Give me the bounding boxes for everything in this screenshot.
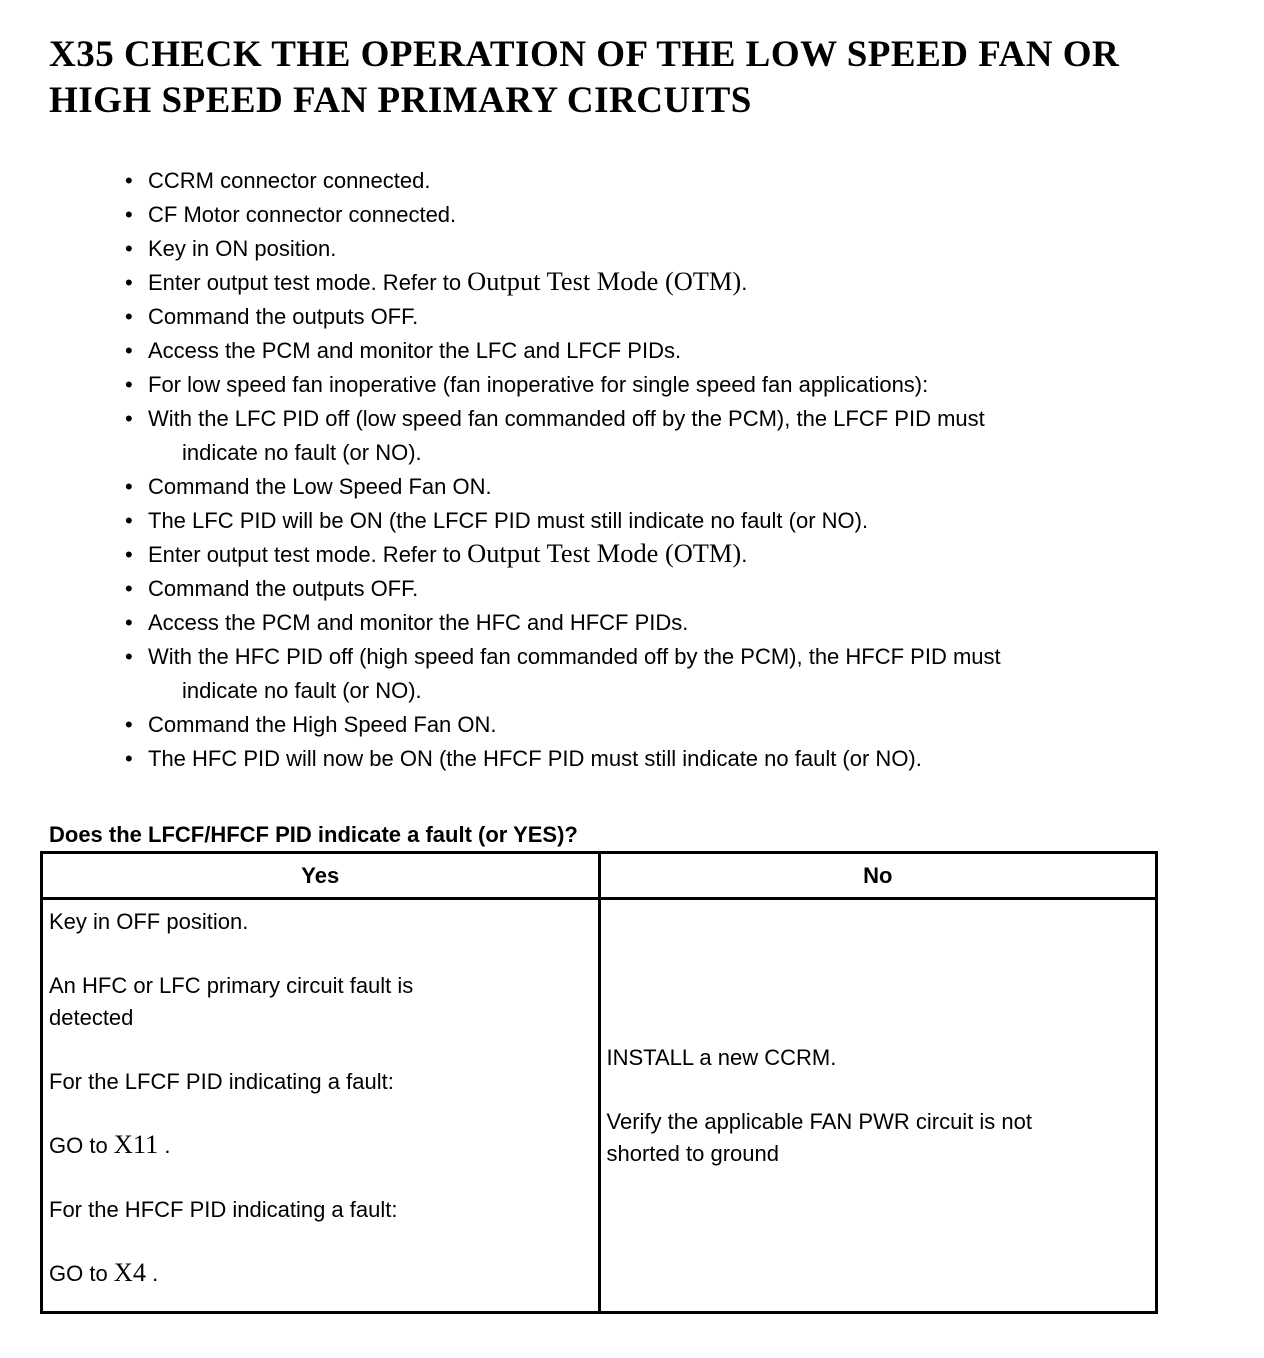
text-segment: Enter output test mode. Refer to <box>148 270 468 295</box>
bullet-item <box>125 504 1255 538</box>
bullet-item <box>125 470 1255 504</box>
bullet-item <box>125 300 1255 334</box>
text-segment: Command the Low Speed Fan ON. <box>148 474 492 499</box>
text-segment: GO to <box>49 1261 114 1286</box>
bullet-item <box>125 232 1255 266</box>
xref-output-test-mode[interactable]: Output Test Mode (OTM) <box>467 538 742 568</box>
decision-table-header <box>42 853 1157 899</box>
question-text: Does the LFCF/HFCF PID indicate a fault (or YES)? <box>49 822 578 847</box>
text-segment: INSTALL a new CCRM. <box>606 1044 837 1070</box>
bullet-icon: • <box>125 270 133 295</box>
text-segment: . <box>146 1261 159 1286</box>
xref-output-test-mode[interactable]: Output Test Mode (OTM) <box>467 266 742 296</box>
text-segment: Access the PCM and monitor the LFC and LFCF PIDs. <box>148 338 682 363</box>
text-segment: For the HFCF PID indicating a fault: <box>49 1197 398 1222</box>
text-segment: indicate no fault (or NO). <box>182 440 422 465</box>
text-segment: Command the outputs OFF. <box>148 576 419 601</box>
text-segment: detected <box>49 1005 134 1030</box>
bullet-item <box>125 708 1255 742</box>
text-segment: With the HFC PID off (high speed fan commanded off by the PCM), the HFCF PID must <box>148 644 1001 669</box>
bullet-item <box>125 640 1255 708</box>
bullet-icon: • <box>125 304 133 329</box>
bullet-item <box>125 164 1255 198</box>
text-segment: For low speed fan inoperative (fan inoperative for single speed fan applications): <box>148 372 929 397</box>
procedure-bullet-list <box>125 164 1255 776</box>
bullet-item <box>125 606 1255 640</box>
page-title-line-1: X35 CHECK THE OPERATION OF THE LOW SPEED FAN OR <box>49 34 1120 75</box>
bullet-icon: • <box>125 338 133 363</box>
bullet-icon: • <box>125 644 133 669</box>
text-segment: . <box>741 270 748 295</box>
text-segment: shorted to ground <box>606 1140 779 1166</box>
text-segment: The LFC PID will be ON (the LFCF PID must still indicate no fault (or NO). <box>148 508 869 533</box>
cell-paragraph <box>49 1194 590 1226</box>
text-segment: . <box>741 542 748 567</box>
cell-paragraph <box>607 1042 1148 1074</box>
text-segment: Verify the applicable FAN PWR circuit is not <box>606 1108 1032 1134</box>
text-segment: Key in OFF position. <box>49 909 249 934</box>
bullet-icon: • <box>125 542 133 567</box>
bullet-icon: • <box>125 372 133 397</box>
decision-table-body <box>42 899 1157 1313</box>
cell-paragraph <box>49 1130 590 1162</box>
text-segment: For the LFCF PID indicating a fault: <box>49 1069 394 1094</box>
page-title-line-2: HIGH SPEED FAN PRIMARY CIRCUITS <box>49 80 752 121</box>
bullet-item <box>125 334 1255 368</box>
bullet-item <box>125 538 1255 572</box>
yes-column-header: Yes <box>42 853 600 899</box>
yes-cell <box>42 899 600 1313</box>
xref-x4[interactable]: X4 <box>113 1257 147 1287</box>
bullet-item <box>125 572 1255 606</box>
text-segment: indicate no fault (or NO). <box>182 678 422 703</box>
no-cell <box>599 899 1157 1313</box>
text-segment: CCRM connector connected. <box>148 168 431 193</box>
page-title <box>49 32 1224 124</box>
bullet-icon: • <box>125 712 133 737</box>
xref-x11[interactable]: X11 <box>113 1129 159 1159</box>
bullet-item <box>125 198 1255 232</box>
cell-paragraph <box>49 1258 590 1290</box>
text-segment: Command the outputs OFF. <box>148 304 419 329</box>
text-segment: . <box>158 1133 171 1158</box>
bullet-item <box>125 402 1255 470</box>
decision-table <box>40 851 1158 1314</box>
bullet-item <box>125 266 1255 300</box>
bullet-icon: • <box>125 474 133 499</box>
bullet-item <box>125 368 1255 402</box>
bullet-icon: • <box>125 576 133 601</box>
text-segment: The HFC PID will now be ON (the HFCF PID must still indicate no fault (or NO). <box>148 746 922 771</box>
cell-paragraph <box>49 906 590 938</box>
bullet-item <box>125 742 1255 776</box>
cell-paragraph <box>49 1066 590 1098</box>
text-segment: Key in ON position. <box>148 236 337 261</box>
text-segment: Access the PCM and monitor the HFC and HFCF PIDs. <box>148 610 689 635</box>
text-segment: Command the High Speed Fan ON. <box>148 712 497 737</box>
header-row <box>42 853 1157 899</box>
text-segment: CF Motor connector connected. <box>148 202 457 227</box>
text-segment: With the LFC PID off (low speed fan commanded off by the PCM), the LFCF PID must <box>148 406 985 431</box>
bullet-icon: • <box>125 746 133 771</box>
text-segment: An HFC or LFC primary circuit fault is <box>49 973 414 998</box>
bullet-icon: • <box>125 236 133 261</box>
yes-cell-content <box>49 906 590 1290</box>
text-segment: GO to <box>49 1133 114 1158</box>
bullet-icon: • <box>125 508 133 533</box>
bullet-icon: • <box>125 406 133 431</box>
bullet-icon: • <box>125 168 133 193</box>
no-cell-content <box>607 906 1148 1305</box>
no-column-header: No <box>599 853 1157 899</box>
bullet-icon: • <box>125 610 133 635</box>
cell-paragraph <box>607 1106 1148 1170</box>
text-segment: Enter output test mode. Refer to <box>148 542 468 567</box>
body-row <box>42 899 1157 1313</box>
cell-paragraph <box>49 970 590 1034</box>
bullet-icon: • <box>125 202 133 227</box>
